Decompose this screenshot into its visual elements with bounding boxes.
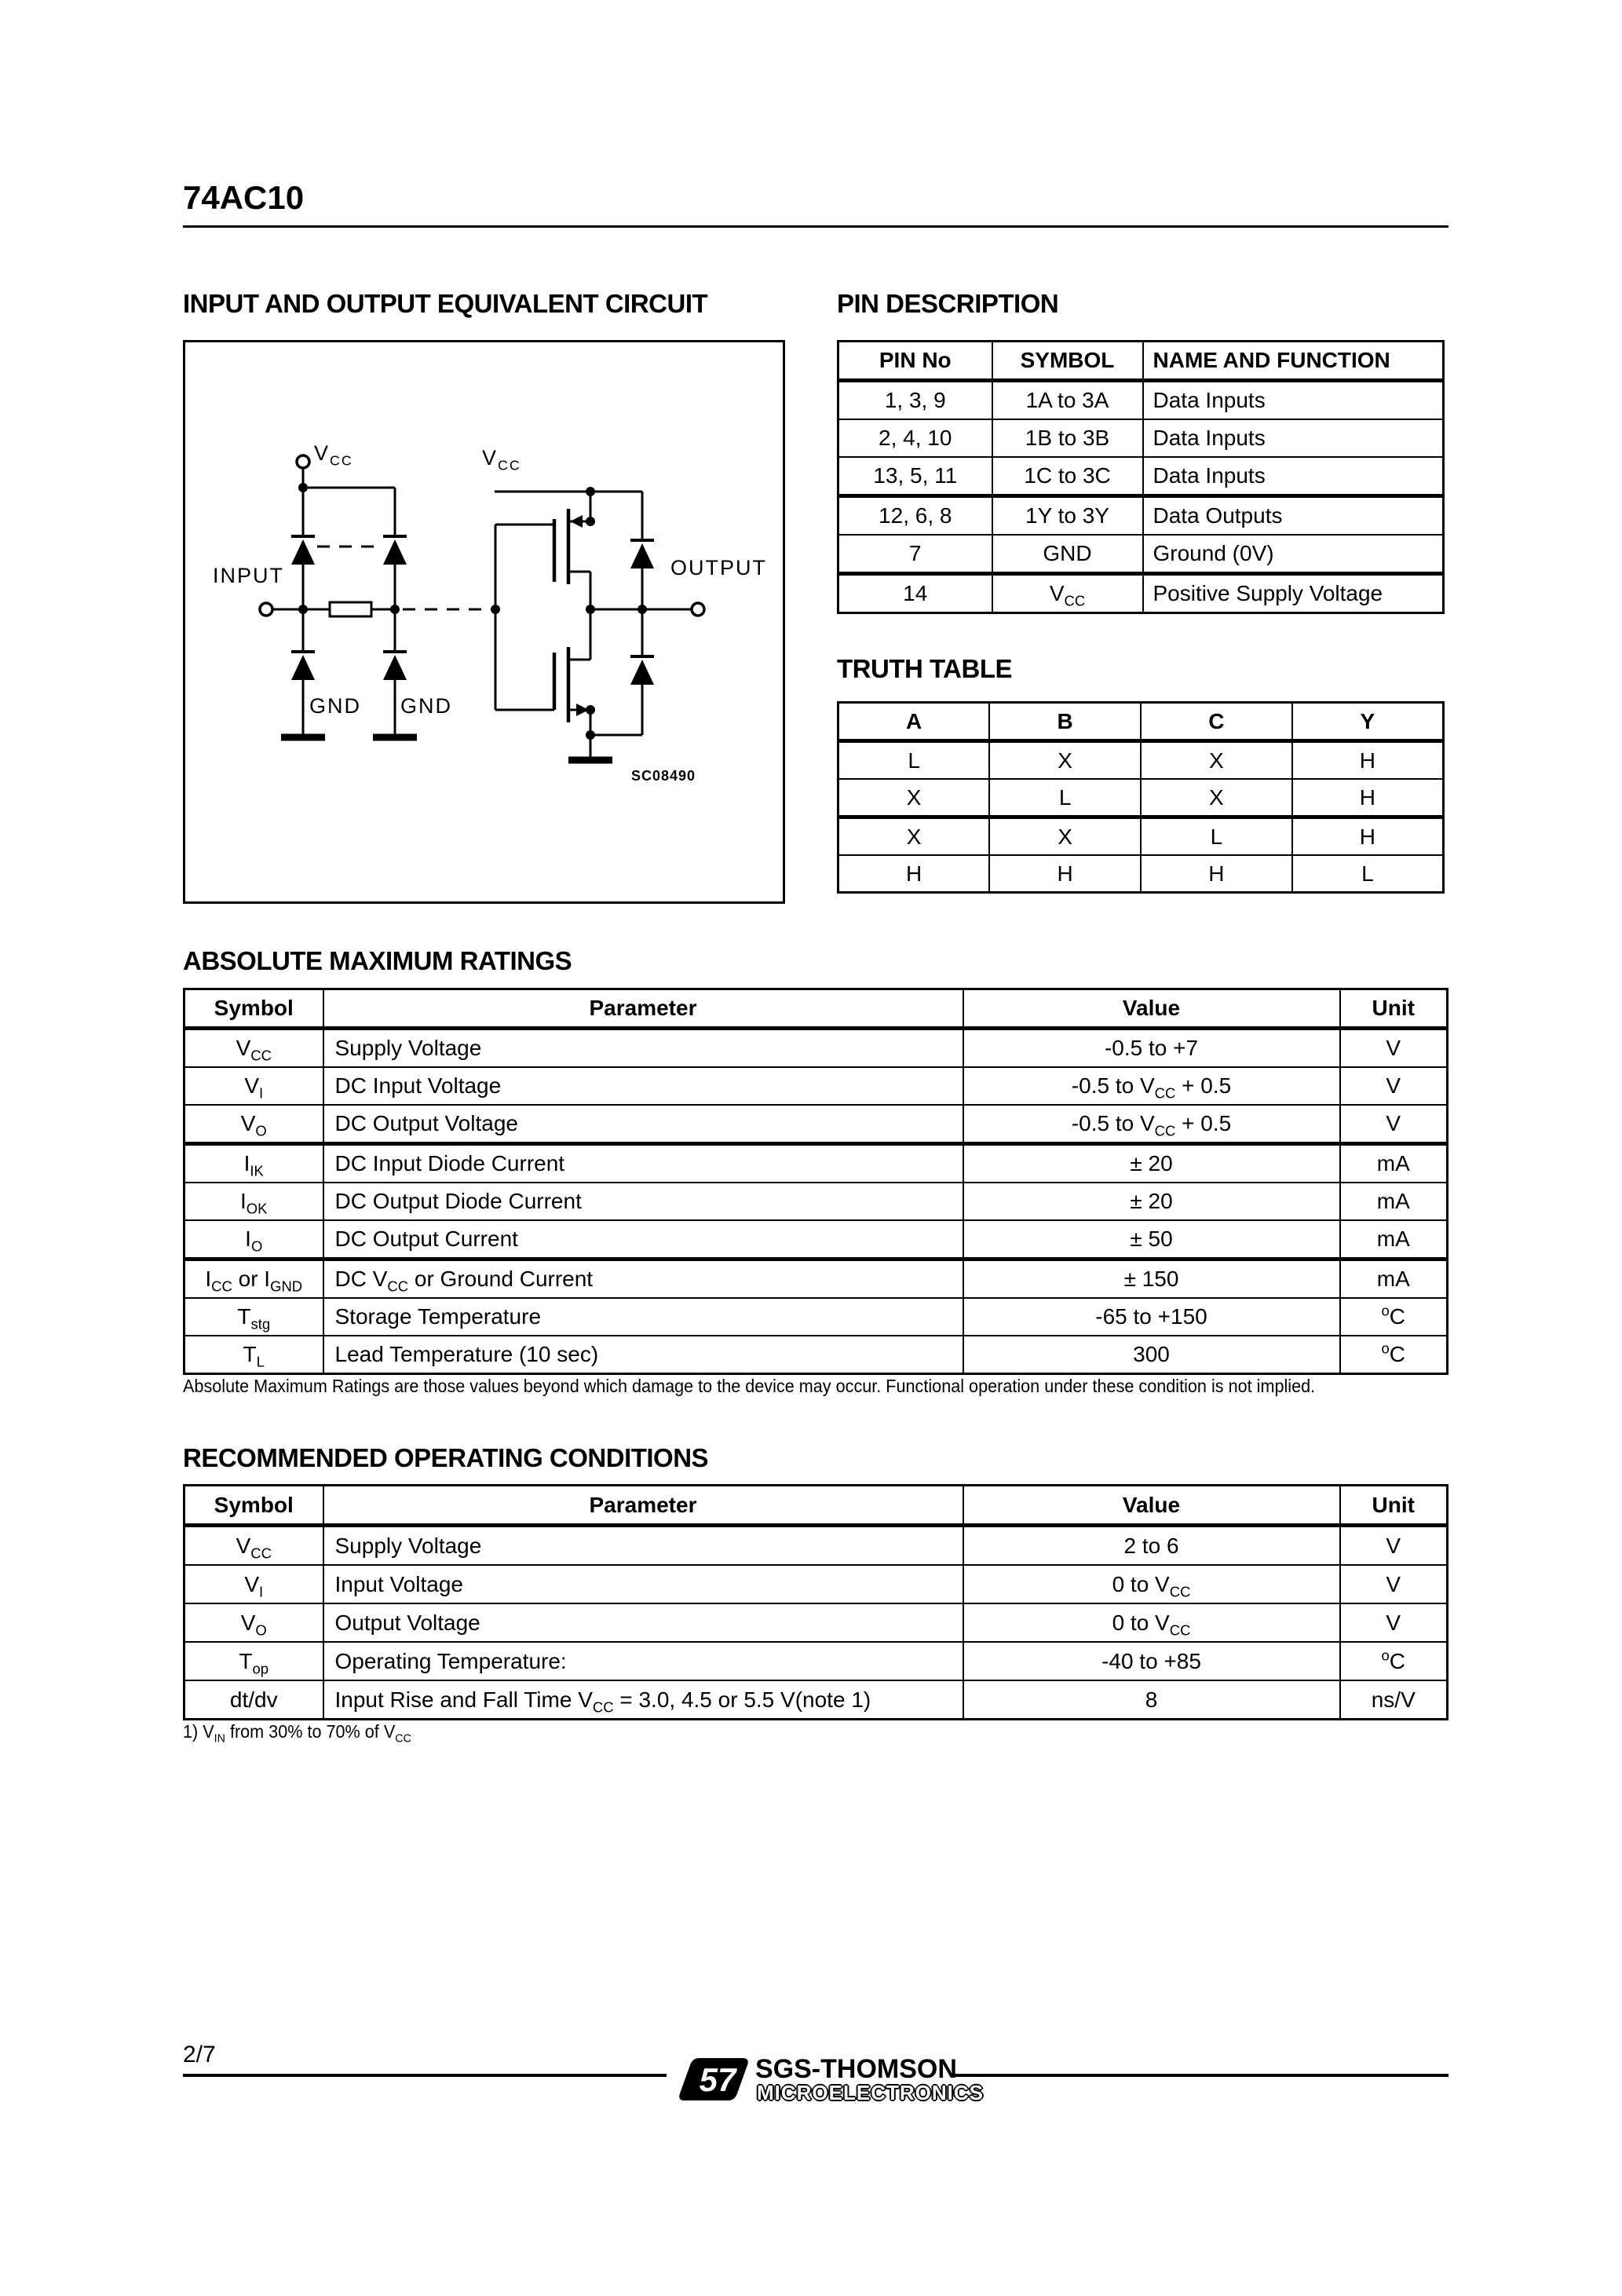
st-logo-mark — [678, 2058, 749, 2100]
table-cell: 1C to 3C — [992, 457, 1143, 496]
table-cell: L — [838, 741, 990, 780]
series-resistor — [330, 602, 371, 616]
output-diode-to-gnd — [590, 609, 654, 735]
table-cell: $V_I$ — [184, 1067, 323, 1105]
table-cell: $I_{OK}$ — [184, 1183, 323, 1220]
table-cell: V — [1340, 1526, 1448, 1566]
table-cell: -40 to +85 — [963, 1642, 1340, 1680]
table-cell: -0.5 to $V_{CC} + 0.5$ — [963, 1067, 1340, 1105]
table-cell: Data Outputs — [1143, 496, 1444, 536]
table-cell: Supply Voltage — [323, 1029, 963, 1068]
column-header: PIN No — [838, 342, 992, 381]
table-cell: 1, 3, 9 — [838, 381, 992, 420]
nmos-transistor — [554, 609, 595, 757]
input-label: INPUT — [213, 564, 284, 587]
table-cell: 0 to $V_{CC}$ — [963, 1603, 1340, 1642]
table-cell: $T_L$ — [184, 1336, 323, 1374]
vcc-label: $V_{CC}$ — [314, 441, 353, 469]
table-cell: DC Output Current — [323, 1220, 963, 1260]
table-cell: V — [1340, 1029, 1448, 1068]
table-cell: DC $V_{CC}$ or Ground Current — [323, 1260, 963, 1299]
table-row — [184, 1144, 1448, 1183]
st-logo-glyph: 57 — [699, 2061, 736, 2098]
table-cell: V — [1340, 1603, 1448, 1642]
table-row — [184, 1220, 1448, 1260]
table-cell: $V_I$ — [184, 1565, 323, 1603]
table-row — [184, 1642, 1448, 1680]
table-cell: DC Input Voltage — [323, 1067, 963, 1105]
table-row — [838, 457, 1444, 496]
table-cell: $T_{stg}$ — [184, 1298, 323, 1336]
table-cell: 13, 5, 11 — [838, 457, 992, 496]
table-cell: $V_O$ — [184, 1105, 323, 1144]
table-cell: X — [1141, 741, 1292, 780]
table-cell: H — [1141, 855, 1292, 893]
table-cell: 300 — [963, 1336, 1340, 1374]
table-row — [838, 535, 1444, 574]
gnd-label: GND — [400, 694, 452, 718]
column-header: A — [838, 703, 990, 741]
table-row — [838, 496, 1444, 536]
table-cell: mA — [1340, 1220, 1448, 1260]
table-cell: ns/V — [1340, 1680, 1448, 1720]
table-cell: 2 to 6 — [963, 1526, 1340, 1566]
table-cell: H — [989, 855, 1141, 893]
truth-table-heading: TRUTH TABLE — [837, 654, 1013, 683]
table-row — [838, 779, 1444, 817]
table-row — [838, 419, 1444, 457]
table-cell: Input Rise and Fall Time $V_{CC} = 3.0$, 4.5 or 5.5 V(note 1) — [323, 1680, 963, 1720]
table-row — [184, 1067, 1448, 1105]
column-header: Parameter — [323, 1486, 963, 1526]
clamp-diode-to-vcc — [291, 536, 315, 609]
column-header: B — [989, 703, 1141, 741]
table-cell: 8 — [963, 1680, 1340, 1720]
pmos-transistor — [554, 492, 595, 609]
equivalent-circuit-figure — [183, 340, 785, 904]
abs-max-heading: ABSOLUTE MAXIMUM RATINGS — [183, 946, 572, 975]
table-cell: X — [1141, 779, 1292, 817]
column-header: NAME AND FUNCTION — [1143, 342, 1444, 381]
table-row — [838, 381, 1444, 420]
table-row — [184, 1183, 1448, 1220]
input-terminal — [260, 603, 272, 616]
circuit-section-heading: INPUT AND OUTPUT EQUIVALENT CIRCUIT — [183, 289, 708, 318]
table-cell: $T_{op}$ — [184, 1642, 323, 1680]
table-cell: V — [1340, 1067, 1448, 1105]
table-cell: $I_{CC}$ or $I_{GND}$ — [184, 1260, 323, 1299]
table-cell: X — [838, 779, 990, 817]
table-cell: H — [1292, 779, 1444, 817]
table-cell: 1A to 3A — [992, 381, 1143, 420]
table-cell: $V_{CC}$ — [184, 1029, 323, 1068]
table-cell: 12, 6, 8 — [838, 496, 992, 536]
output-diode-to-vcc — [630, 492, 654, 609]
table-cell: -0.5 to +7 — [963, 1029, 1340, 1068]
footer-rule-left — [183, 2074, 667, 2077]
table-cell: Operating Temperature: — [323, 1642, 963, 1680]
table-cell: Output Voltage — [323, 1603, 963, 1642]
table-cell: 1Y to 3Y — [992, 496, 1143, 536]
column-header: Unit — [1340, 989, 1448, 1029]
table-cell: ± 150 — [963, 1260, 1340, 1299]
table-cell: -0.5 to $V_{CC} + 0.5$ — [963, 1105, 1340, 1144]
table-cell: V — [1340, 1565, 1448, 1603]
table-cell: Supply Voltage — [323, 1526, 963, 1566]
vcc-label: $V_{CC}$ — [482, 446, 521, 473]
table-row — [184, 1336, 1448, 1374]
truth-table — [837, 701, 1445, 894]
pin-description-section — [837, 340, 1445, 614]
table-cell: 2, 4, 10 — [838, 419, 992, 457]
abs-max-section — [183, 988, 1448, 1375]
table-cell: Data Inputs — [1143, 457, 1444, 496]
figure-code: SC08490 — [631, 768, 696, 784]
column-header: Value — [963, 989, 1340, 1029]
rec-op-heading: RECOMMENDED OPERATING CONDITIONS — [183, 1443, 709, 1472]
footer-rule-right — [952, 2074, 1448, 2077]
header-row — [184, 989, 1448, 1029]
table-row — [184, 1029, 1448, 1068]
brand-subtitle: MICROELECTRONICS — [757, 2081, 984, 2104]
table-row — [184, 1260, 1448, 1299]
table-cell: mA — [1340, 1260, 1448, 1299]
table-cell: Data Inputs — [1143, 419, 1444, 457]
table-cell: GND — [992, 535, 1143, 574]
vcc-terminal — [297, 455, 309, 468]
table-cell: $V_O$ — [184, 1603, 323, 1642]
rec-op-table — [183, 1484, 1448, 1720]
table-cell: 0 to $V_{CC}$ — [963, 1565, 1340, 1603]
table-cell: $V_{CC}$ — [992, 574, 1143, 613]
table-cell: Positive Supply Voltage — [1143, 574, 1444, 613]
column-header: Y — [1292, 703, 1444, 741]
table-row — [838, 855, 1444, 893]
table-cell: V — [1340, 1105, 1448, 1144]
table-cell: 7 — [838, 535, 992, 574]
st-logo — [678, 2058, 749, 2100]
table-cell: DC Input Diode Current — [323, 1144, 963, 1183]
column-header: Symbol — [184, 989, 323, 1029]
page-title: 74AC10 — [183, 179, 305, 216]
rec-op-section — [183, 1484, 1448, 1720]
table-row — [184, 1565, 1448, 1603]
table-cell: ± 20 — [963, 1183, 1340, 1220]
table-cell: Data Inputs — [1143, 381, 1444, 420]
table-cell: $V_{CC}$ — [184, 1526, 323, 1566]
table-cell: Input Voltage — [323, 1565, 963, 1603]
brand-name: SGS-THOMSON — [755, 2054, 957, 2084]
header-row — [838, 342, 1444, 381]
table-cell: X — [838, 817, 990, 856]
table-row — [184, 1526, 1448, 1566]
table-row — [184, 1603, 1448, 1642]
table-cell: $^o$C — [1340, 1642, 1448, 1680]
header-row — [838, 703, 1444, 741]
table-cell: 1B to 3B — [992, 419, 1143, 457]
output-terminal — [692, 603, 704, 616]
column-header: Parameter — [323, 989, 963, 1029]
column-header: SYMBOL — [992, 342, 1143, 381]
table-cell: $I_O$ — [184, 1220, 323, 1260]
pin-description-heading: PIN DESCRIPTION — [837, 289, 1059, 318]
table-cell: mA — [1340, 1144, 1448, 1183]
table-row — [838, 817, 1444, 856]
header-rule — [183, 225, 1448, 228]
output-label: OUTPUT — [670, 556, 767, 579]
page-number: 2/7 — [183, 2042, 216, 2067]
table-cell: Ground (0V) — [1143, 535, 1444, 574]
table-cell: DC Output Voltage — [323, 1105, 963, 1144]
table-cell: $^o$C — [1340, 1298, 1448, 1336]
table-cell: L — [1141, 817, 1292, 856]
table-cell: $^o$C — [1340, 1336, 1448, 1374]
column-header: Value — [963, 1486, 1340, 1526]
table-cell: mA — [1340, 1183, 1448, 1220]
output-stage — [491, 487, 704, 760]
table-row — [184, 1680, 1448, 1720]
table-cell: H — [1292, 817, 1444, 856]
table-cell: $I_{IK}$ — [184, 1144, 323, 1183]
table-row — [184, 1298, 1448, 1336]
table-cell: dt/dv — [184, 1680, 323, 1720]
column-header: C — [1141, 703, 1292, 741]
table-cell: Storage Temperature — [323, 1298, 963, 1336]
table-cell: L — [989, 779, 1141, 817]
table-cell: 14 — [838, 574, 992, 613]
column-header: Symbol — [184, 1486, 323, 1526]
table-row — [838, 574, 1444, 613]
table-cell: H — [838, 855, 990, 893]
table-cell: H — [1292, 741, 1444, 780]
table-cell: -65 to +150 — [963, 1298, 1340, 1336]
table-cell: L — [1292, 855, 1444, 893]
table-cell: Lead Temperature (10 sec) — [323, 1336, 963, 1374]
table-cell: ± 50 — [963, 1220, 1340, 1260]
column-header: Unit — [1340, 1486, 1448, 1526]
abs-max-note: Absolute Maximum Ratings are those values beyond which damage to the device may occur. Functional operation under these condition is not implied. — [183, 1376, 1316, 1396]
truth-table-section — [837, 701, 1445, 894]
gnd-label: GND — [309, 694, 361, 718]
table-cell: X — [989, 817, 1141, 856]
clamp-diode-to-vcc — [383, 536, 407, 609]
pin-description-table — [837, 340, 1445, 614]
table-row — [184, 1105, 1448, 1144]
rec-op-note: 1) $V_{IN}$ from 30% to 70% of $V_{CC}$ — [183, 1721, 411, 1746]
abs-max-table — [183, 988, 1448, 1375]
table-cell: ± 20 — [963, 1144, 1340, 1183]
table-cell: X — [989, 741, 1141, 780]
table-cell: DC Output Diode Current — [323, 1183, 963, 1220]
equivalent-circuit-drawing — [185, 342, 783, 901]
header-row — [184, 1486, 1448, 1526]
input-protection-network — [260, 455, 491, 737]
table-row — [838, 741, 1444, 780]
